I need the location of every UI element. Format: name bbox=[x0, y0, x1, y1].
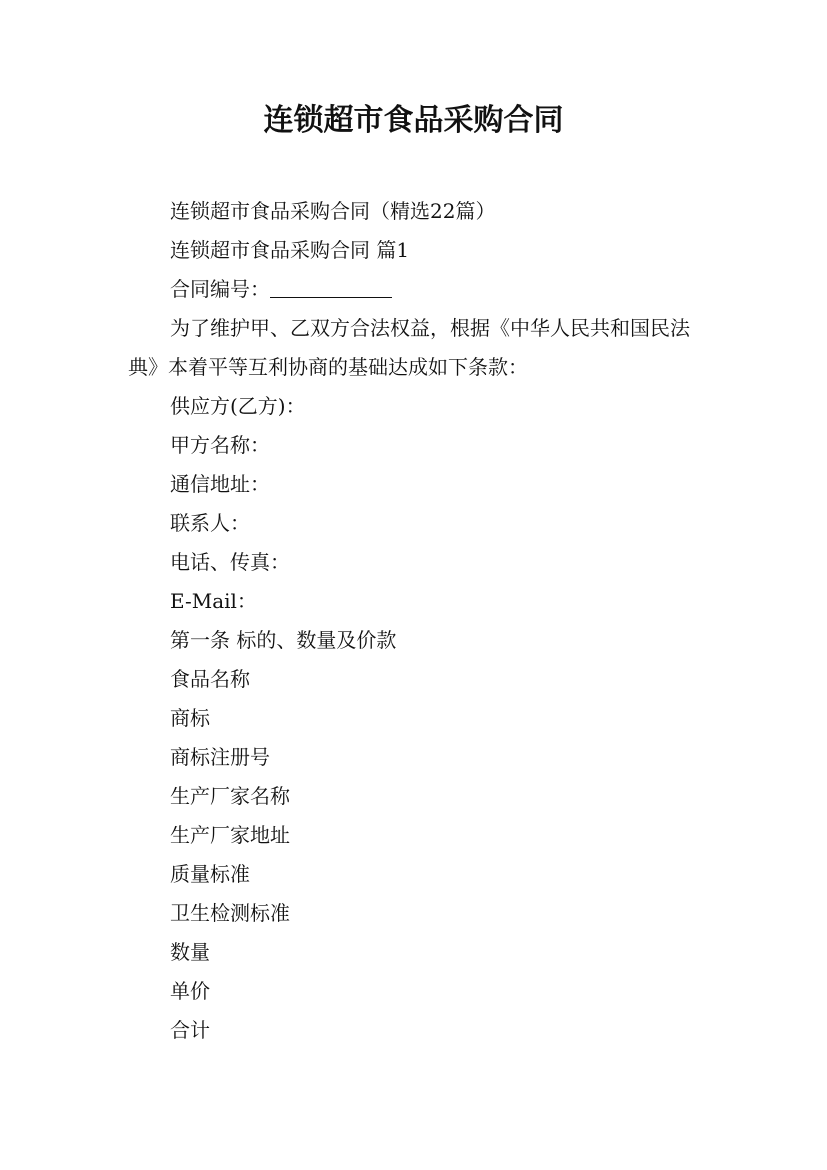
document-body bbox=[128, 192, 708, 1050]
field-manufacturer-address: 生产厂家地址 bbox=[170, 823, 290, 847]
field-trademark-reg-no: 商标注册号 bbox=[170, 745, 270, 769]
field-manufacturer-name: 生产厂家名称 bbox=[170, 784, 290, 808]
contact-label: 联系人： bbox=[170, 511, 250, 535]
field-unit-price: 单价 bbox=[170, 979, 210, 1003]
section-heading: 连锁超市食品采购合同 篇1 bbox=[170, 238, 410, 262]
field-trademark: 商标 bbox=[170, 706, 210, 730]
field-food-name: 食品名称 bbox=[170, 667, 250, 691]
field-total: 合计 bbox=[170, 1018, 210, 1042]
field-quality-standard: 质量标准 bbox=[170, 862, 250, 886]
phone-fax-label: 电话、传真： bbox=[170, 550, 290, 574]
contract-number-line bbox=[128, 270, 708, 309]
contract-number-label: 合同编号： bbox=[170, 277, 270, 301]
email-label: E-Mail： bbox=[170, 589, 257, 613]
field-quantity: 数量 bbox=[170, 940, 210, 964]
document-subtitle: 连锁超市食品采购合同（精选22篇） bbox=[170, 199, 496, 223]
supplier-label: 供应方(乙方)： bbox=[170, 394, 306, 418]
address-label: 通信地址： bbox=[170, 472, 270, 496]
party-a-name-label: 甲方名称： bbox=[170, 433, 270, 457]
article1-heading: 第一条 标的、数量及价款 bbox=[170, 628, 397, 652]
document-title: 连锁超市食品采购合同 bbox=[263, 103, 564, 138]
contract-number-blank bbox=[270, 277, 392, 298]
preamble-paragraph: 为了维护甲、乙双方合法权益，根据《中华人民共和国民法典》本着平等互利协商的基础达成如下条款： bbox=[128, 316, 690, 379]
field-hygiene-standard: 卫生检测标准 bbox=[170, 901, 290, 925]
